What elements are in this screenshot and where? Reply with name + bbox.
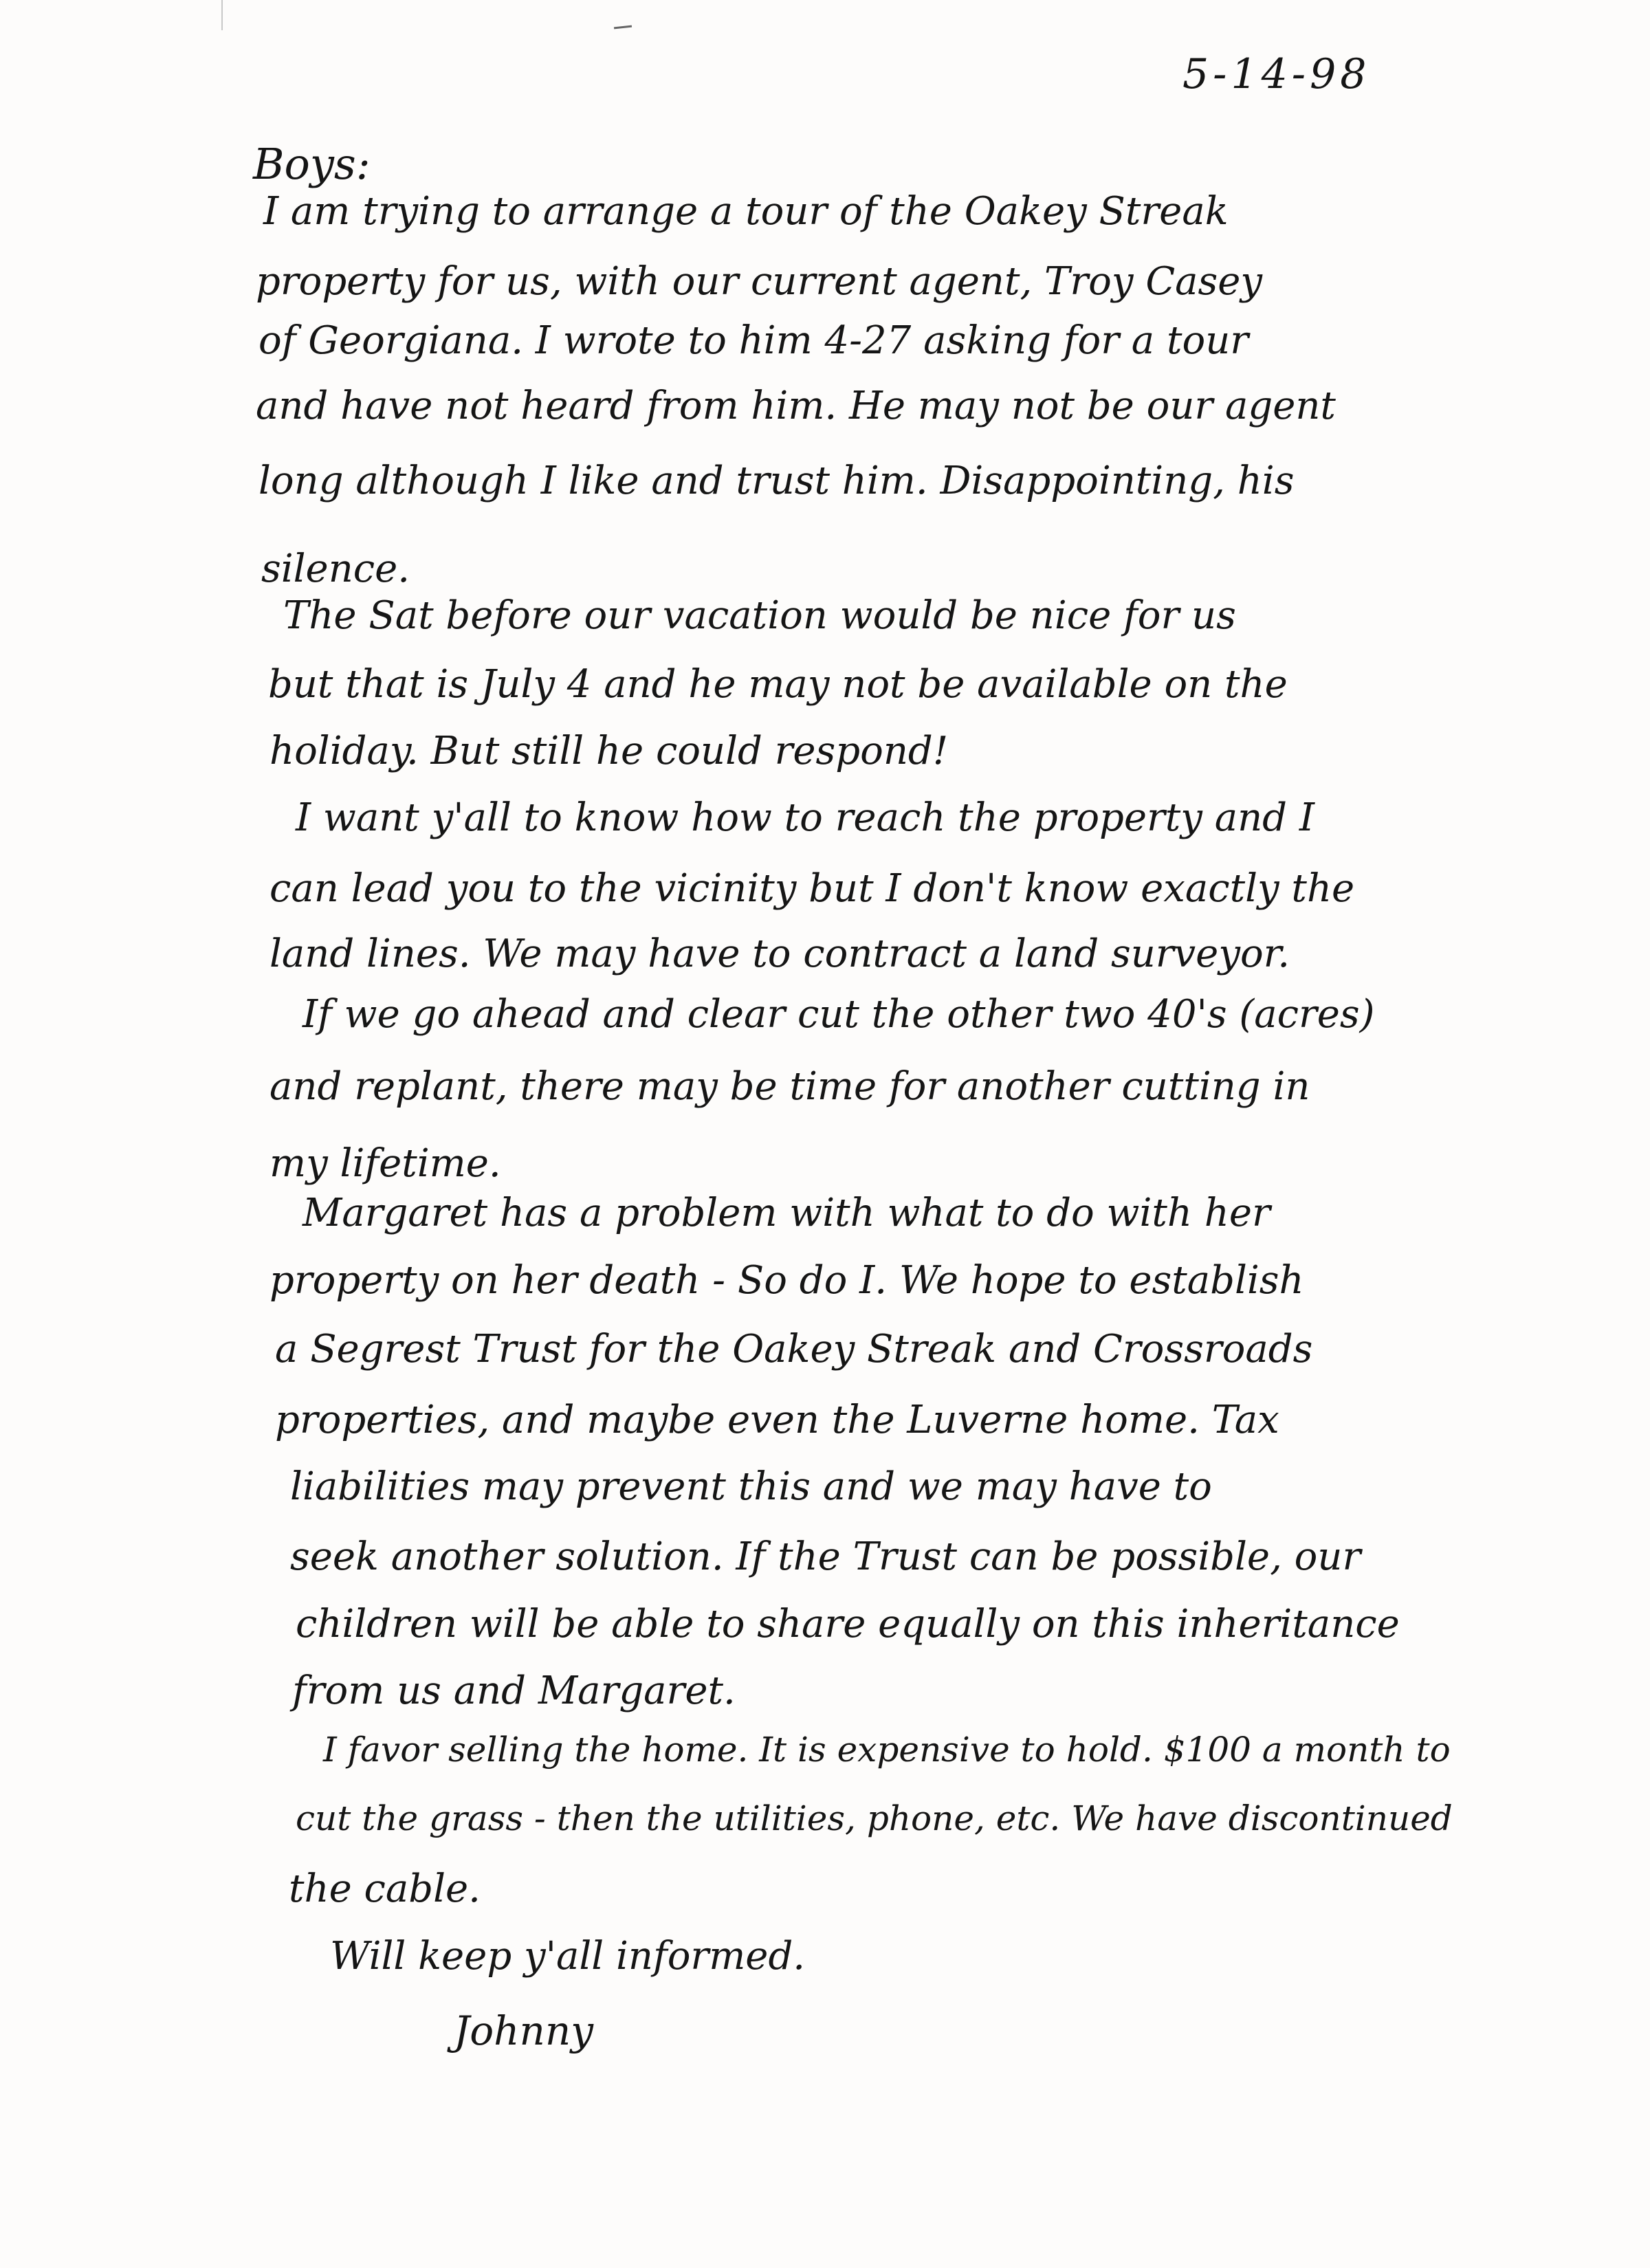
- letter-line: long although I like and trust him. Disappointing, his: [258, 459, 1295, 503]
- letter-line: and have not heard from him. He may not be our agent: [256, 384, 1336, 428]
- letter-line: of Georgiana. I wrote to him 4-27 asking for a tour: [258, 318, 1249, 363]
- sign-off: Will keep y'all informed.: [330, 1934, 806, 1979]
- letter-line: Margaret has a problem with what to do with her: [302, 1191, 1270, 1235]
- signature: Johnny: [454, 2007, 593, 2054]
- letter-line: children will be able to share equally on this inheritance: [296, 1602, 1400, 1647]
- letter-line: The Sat before our vacation would be nice for us: [283, 593, 1236, 638]
- letter-line: a Segrest Trust for the Oakey Streak and Crossroads: [275, 1327, 1313, 1372]
- letter-line: and replant, there may be time for another cutting in: [270, 1064, 1310, 1109]
- letter-line: seek another solution. If the Trust can be possible, our: [290, 1534, 1361, 1579]
- letter-line: cut the grass - then the utilities, phone, etc. We have discontinued: [296, 1798, 1453, 1838]
- letter-line: but that is July 4 and he may not be available on the: [268, 662, 1288, 707]
- letter-line: I favor selling the home. It is expensive to hold. $100 a month to: [323, 1730, 1451, 1770]
- letter-line: liabilities may prevent this and we may have to: [290, 1464, 1212, 1509]
- letter-line: property on her death - So do I. We hope to establish: [270, 1258, 1304, 1303]
- letter-date: 5-14-98: [1182, 50, 1371, 98]
- letter-line: holiday. But still he could respond!: [270, 729, 949, 773]
- margin-mark: [221, 0, 223, 30]
- letter-line: property for us, with our current agent, Troy Casey: [256, 259, 1263, 304]
- letter-line: the cable.: [289, 1867, 481, 1911]
- letter-line: can lead you to the vicinity but I don't know exactly the: [270, 866, 1355, 911]
- letter-line: my lifetime.: [270, 1141, 501, 1186]
- salutation: Boys:: [253, 139, 371, 189]
- pen-mark: [614, 25, 632, 30]
- letter-line: I am trying to arrange a tour of the Oakey Streak: [263, 189, 1229, 234]
- letter-line: land lines. We may have to contract a land surveyor.: [270, 932, 1290, 976]
- letter-line: If we go ahead and clear cut the other two 40's (acres): [302, 992, 1375, 1037]
- letter-line: from us and Margaret.: [292, 1669, 736, 1713]
- letter-line: I want y'all to know how to reach the property and I: [296, 795, 1314, 840]
- letter-line: silence.: [261, 547, 410, 591]
- letter-line: properties, and maybe even the Luverne home. Tax: [275, 1398, 1279, 1442]
